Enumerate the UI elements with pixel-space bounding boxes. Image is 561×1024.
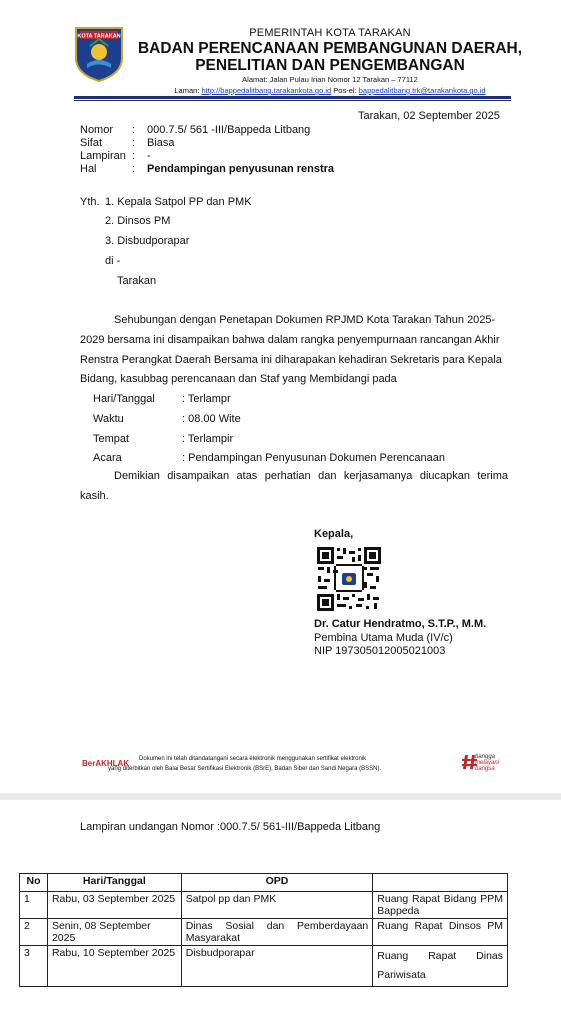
e-signature-note-line1: Dokumen ini telah ditandatangani secara elektronik menggunakan sertifikat elektronik (139, 756, 367, 762)
recipient-3: 3. Disbudporapar (105, 235, 190, 247)
header-agency-line2: PENELITIAN DAN PENGEMBANGAN (195, 57, 465, 74)
cell-no: 3 (20, 946, 48, 987)
meta-lampiran: Lampiran : - (80, 150, 151, 162)
detail-date: Hari/Tanggal : Terlampr (93, 393, 231, 405)
header-address: Alamat: Jalan Pulau Irian Nomor 12 Tarakan – 77112 (242, 75, 418, 84)
email-label: Pos-el: (333, 86, 357, 95)
cell-place: Ruang Rapat Dinas Pariwisata (373, 946, 508, 987)
body-line-4: Bidang, kasubbag perencanaan dan Staf yang Membidangi pada (80, 373, 397, 386)
header-rule-thick (74, 96, 511, 99)
table-row (20, 946, 508, 987)
closing-line-1: Demikian disampaikan atas perhatian dan kerjasamanya diucapkan terima (114, 470, 508, 482)
header-contacts (130, 86, 530, 95)
city-logo (72, 24, 126, 82)
website-link[interactable]: http://bappedalitbang.tarakankota.go.id (201, 86, 332, 95)
detail-place: Tempat : Terlampir (93, 432, 234, 445)
closing-paragraph (80, 467, 508, 507)
header-agency-line1: BADAN PERENCANAAN PEMBANGUNAN DAERAH, (137, 40, 523, 57)
sign-nip: NIP 197305012005021003 (314, 645, 446, 657)
cell-date: Rabu, 03 September 2025 (47, 892, 181, 919)
e-signature-note (108, 754, 466, 774)
recipient-city: Tarakan (117, 275, 157, 287)
cell-place: Ruang Rapat Dinsos PM (373, 919, 508, 946)
cell-opd: Disbudporapar (181, 946, 373, 987)
table-row (20, 919, 508, 946)
web-label: Laman: (174, 86, 200, 95)
cell-place: Ruang Rapat Bidang PPM Bappeda (373, 892, 508, 919)
closing-line-2: kasih. (80, 489, 109, 502)
cell-date: Rabu, 10 September 2025 (47, 946, 181, 987)
meta-nomor: Nomor : 000.7.5/ 561 -III/Bappeda Litbang (80, 124, 311, 136)
bangga-melayani-text: bangga melayani bangsa (475, 754, 500, 772)
meta-hal: Hal : Pendampingan penyusunan renstra (80, 163, 335, 175)
body-line-3: Renstra Perangkat Daerah Bersama ini diharapakan kehadiran Sekretaris para Kepala (80, 353, 502, 366)
qr-code-icon (316, 546, 382, 612)
place-date: Tarakan, 02 September 2025 (358, 110, 500, 122)
col-header-no: No (20, 874, 48, 892)
meta-sifat: Sifat : Biasa (80, 137, 175, 149)
body-paragraph (80, 311, 508, 390)
sign-name: Dr. Catur Hendratmo, S.T.P., M.M. (314, 618, 487, 630)
event-details (93, 390, 513, 469)
header-government: PEMERINTAH KOTA TARAKAN (249, 27, 411, 39)
body-line-2: 2029 bersama ini disampaikan bahwa dalam rangka penyempurnaan rancangan Akhir (80, 333, 500, 346)
page-separator (0, 793, 561, 800)
cell-opd: Dinas Sosial dan Pemberdayaan Masyarakat (181, 919, 373, 946)
schedule-table (19, 873, 508, 987)
cell-opd: Satpol pp dan PMK (181, 892, 373, 919)
table-header-row (20, 874, 508, 892)
table-row (20, 892, 508, 919)
detail-time: Waktu : 08.00 Wite (93, 412, 241, 425)
recipient-di: di - (105, 255, 121, 267)
header-rule-thin (74, 100, 511, 101)
e-signature-note-line2: yang diterbitkan oleh Balai Besar Sertifikasi Elektronik (BSrE), Badan Siber dan Sandi Negara (BSSN). (108, 766, 382, 772)
col-header-date: Hari/Tanggal (47, 874, 181, 892)
col-header-place (373, 874, 508, 892)
body-line-1: Sehubungan dengan Penetapan Dokumen RPJMD Kota Tarakan Tahun 2025- (114, 314, 496, 326)
detail-event: Acara : Pendampingan Penyusunan Dokumen Perencanaan (93, 452, 445, 465)
recipients-prefix: Yth. (80, 196, 100, 208)
email-link[interactable]: bappedalitbang.trk@tarakankota.go.id (358, 86, 486, 95)
cell-no: 2 (20, 919, 48, 946)
logo-lettering: KOTA TARAKAN (77, 33, 121, 40)
cell-date: Senin, 08 September 2025 (47, 919, 181, 946)
cell-no: 1 (20, 892, 48, 919)
sign-title: Kepala, (314, 528, 354, 540)
attachment-title: Lampiran undangan Nomor :000.7.5/ 561-III/Bappeda Litbang (80, 821, 381, 833)
recipient-2: 2. Dinsos PM (105, 215, 171, 227)
recipient-1: 1. Kepala Satpol PP dan PMK (105, 196, 252, 208)
berakhlak-logo: BerAKHLAK (82, 759, 130, 768)
sign-rank: Pembina Utama Muda (IV/c) (314, 632, 453, 644)
col-header-opd: OPD (181, 874, 373, 892)
letter-meta (80, 124, 334, 176)
